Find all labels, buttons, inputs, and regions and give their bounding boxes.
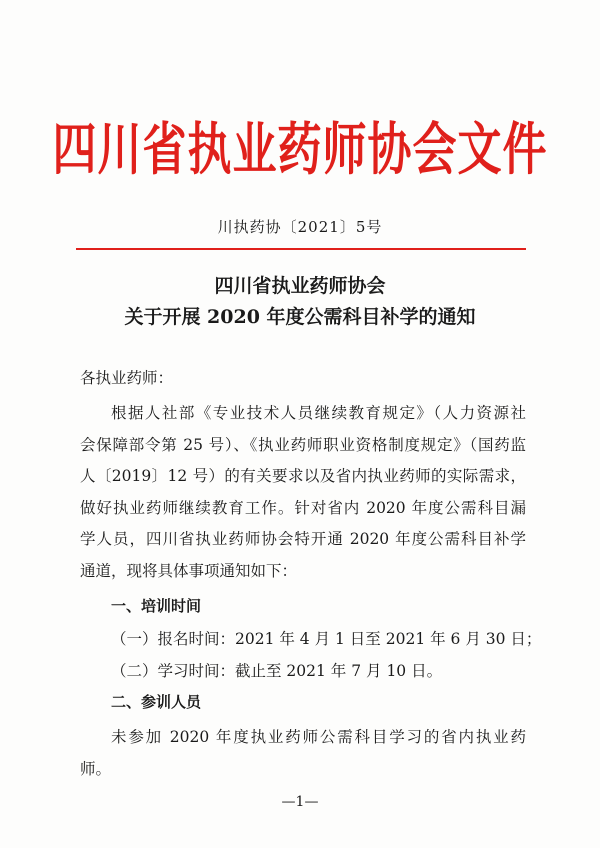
list-item-study-time: （二）学习时间：截止至 2021 年 7 月 10 日。 xyxy=(111,662,443,680)
notice-title-line-2: 关于开展 2020 年度公需科目补学的通知 xyxy=(124,306,476,328)
paragraph-line: 未参加 2020 年度执业药师公需科目学习的省内执业药 xyxy=(111,728,526,746)
salutation: 各执业药师： xyxy=(80,369,174,387)
paragraph-line: 人〔2019〕12 号）的有关要求以及省内执业药师的实际需求， xyxy=(80,467,526,485)
notice-title-line-1: 四川省执业药师协会 xyxy=(214,275,386,297)
page-number: —1— xyxy=(281,794,319,810)
paragraph-line: 会保障部令第 25 号）、《执业药师职业资格制度规定》（国药监 xyxy=(80,435,526,454)
list-item-registration-time: （一）报名时间：2021 年 4 月 1 日至 2021 年 6 月 30 日； xyxy=(111,630,542,648)
paragraph-line: 师。 xyxy=(80,759,112,778)
section-heading-participants: 二、参训人员 xyxy=(111,693,202,711)
paragraph-line: 学人员，四川省执业药师协会特开通 2020 年度公需科目补学 xyxy=(80,530,526,548)
participants-paragraph xyxy=(80,722,526,785)
masthead-title: 四川省执业药师协会文件 xyxy=(52,117,548,183)
intro-paragraph xyxy=(80,398,526,587)
paragraph-line: 根据人社部《专业技术人员继续教育规定》（人力资源社 xyxy=(111,404,526,422)
paragraph-line: 做好执业药师继续教育工作。针对省内 2020 年度公需科目漏 xyxy=(80,498,526,517)
paragraph-line: 通道，现将具体事项通知如下： xyxy=(80,561,298,580)
section-heading-training-time: 一、培训时间 xyxy=(111,597,202,615)
document-number: 川执药协〔2021〕5号 xyxy=(217,218,383,236)
red-divider-line xyxy=(76,248,526,250)
